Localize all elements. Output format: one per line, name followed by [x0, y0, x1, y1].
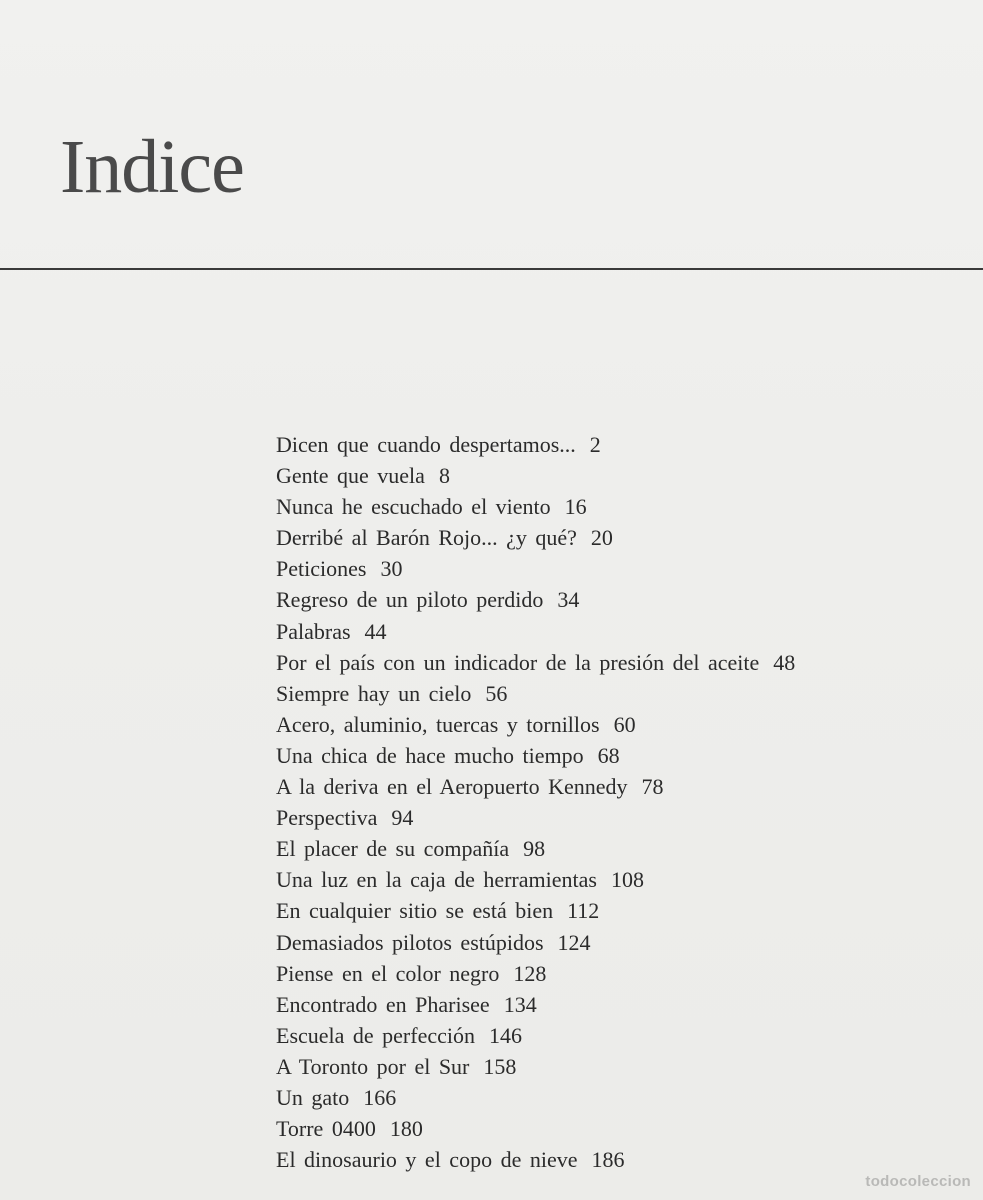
toc-entry-title: Palabras: [276, 618, 351, 644]
watermark-text: todocoleccion: [865, 1173, 971, 1190]
toc-entry-page-number: 16: [564, 494, 587, 520]
toc-entry: [276, 927, 795, 958]
toc-entry-page-number: 34: [557, 587, 580, 613]
toc-entry-title: Siempre hay un cielo: [276, 680, 472, 706]
toc-entry: [276, 802, 795, 833]
toc-entry-title: Derribé al Barón Rojo... ¿y qué?: [276, 525, 577, 551]
toc-entry-page-number: 146: [489, 1022, 522, 1048]
toc-entry: [276, 771, 795, 802]
toc-entry: [276, 864, 795, 895]
toc-entry-page-number: 60: [613, 711, 636, 737]
toc-entry-title: Por el país con un indicador de la presión del aceite: [276, 649, 760, 675]
toc-entry-page-number: 158: [483, 1053, 517, 1079]
toc-entry-title: Escuela de perfección: [276, 1022, 475, 1048]
toc-entry: [276, 1051, 795, 1082]
toc-entry: [276, 1144, 795, 1175]
toc-entry: [276, 647, 795, 678]
toc-entry-title: Demasiados pilotos estúpidos: [276, 929, 544, 955]
toc-entry-page-number: 108: [610, 867, 644, 893]
toc-entry-page-number: 166: [363, 1084, 397, 1110]
toc-entry: [276, 833, 795, 864]
toc-entry: [276, 584, 795, 615]
toc-entry: [276, 1020, 795, 1051]
toc-entry-title: Perspectiva: [276, 805, 378, 831]
toc-entry-page-number: 20: [590, 525, 613, 551]
toc-entry: [276, 895, 795, 926]
toc-entry-page-number: 48: [773, 649, 796, 675]
toc-entry-page-number: 78: [641, 774, 664, 800]
toc-entry: [276, 740, 795, 771]
toc-entry: [276, 429, 795, 460]
toc-entry-page-number: 186: [591, 1147, 625, 1173]
toc-entry-page-number: 2: [589, 432, 601, 457]
toc-entry-title: En cualquier sitio se está bien: [276, 898, 554, 924]
toc-entry-title: Dicen que cuando despertamos...: [276, 432, 576, 457]
toc-entry-page-number: 112: [567, 898, 600, 924]
toc-entry-page-number: 98: [523, 836, 546, 862]
toc-entry: [276, 1082, 795, 1113]
toc-entry-page-number: 68: [597, 742, 620, 768]
toc-entry-title: A la deriva en el Aeropuerto Kennedy: [276, 774, 628, 800]
toc-entry: [276, 553, 795, 584]
toc-entry: [276, 709, 795, 740]
toc-entry-title: El dinosaurio y el copo de nieve: [276, 1147, 578, 1173]
heading-rule: [0, 268, 983, 270]
toc-entry-title: Torre 0400: [276, 1116, 376, 1142]
toc-entry-title: Una luz en la caja de herramientas: [276, 867, 597, 893]
toc-entry-page-number: 134: [503, 991, 537, 1017]
toc-entry-page-number: 44: [364, 618, 387, 644]
toc-entry: [276, 678, 795, 709]
toc-entry-title: Acero, aluminio, tuercas y tornillos: [276, 711, 600, 737]
toc-entry-title: Nunca he escuchado el viento: [276, 494, 551, 520]
toc-entry: [276, 989, 795, 1020]
toc-entry-page-number: 30: [380, 556, 403, 582]
toc-entry-title: Gente que vuela: [276, 463, 425, 489]
toc-entry: [276, 958, 795, 989]
toc-entry: [276, 616, 795, 647]
toc-entry-page-number: 94: [391, 805, 414, 831]
toc-entry: [276, 1113, 795, 1144]
toc-entry-page-number: 128: [513, 960, 547, 986]
toc-entry-title: Encontrado en Pharisee: [276, 991, 490, 1017]
toc-entry-page-number: 124: [557, 929, 591, 955]
toc-entry: [276, 460, 795, 491]
toc-entry: [276, 491, 795, 522]
toc-entry-title: Peticiones: [276, 556, 367, 582]
toc-entry-page-number: 56: [485, 680, 508, 706]
toc-entry: [276, 522, 795, 553]
toc-entry-title: Una chica de hace mucho tiempo: [276, 742, 584, 768]
toc-entry-title: El placer de su compañía: [276, 836, 510, 862]
toc-entry-title: Un gato: [276, 1084, 350, 1110]
toc-entry-title: A Toronto por el Sur: [276, 1053, 470, 1079]
toc-entry-page-number: 180: [389, 1116, 423, 1142]
toc-entry-title: Regreso de un piloto perdido: [276, 587, 544, 613]
toc-entry-page-number: 8: [438, 463, 450, 489]
page-title: Indice: [60, 124, 244, 209]
toc-entry-title: Piense en el color negro: [276, 960, 500, 986]
table-of-contents: [276, 429, 795, 1175]
